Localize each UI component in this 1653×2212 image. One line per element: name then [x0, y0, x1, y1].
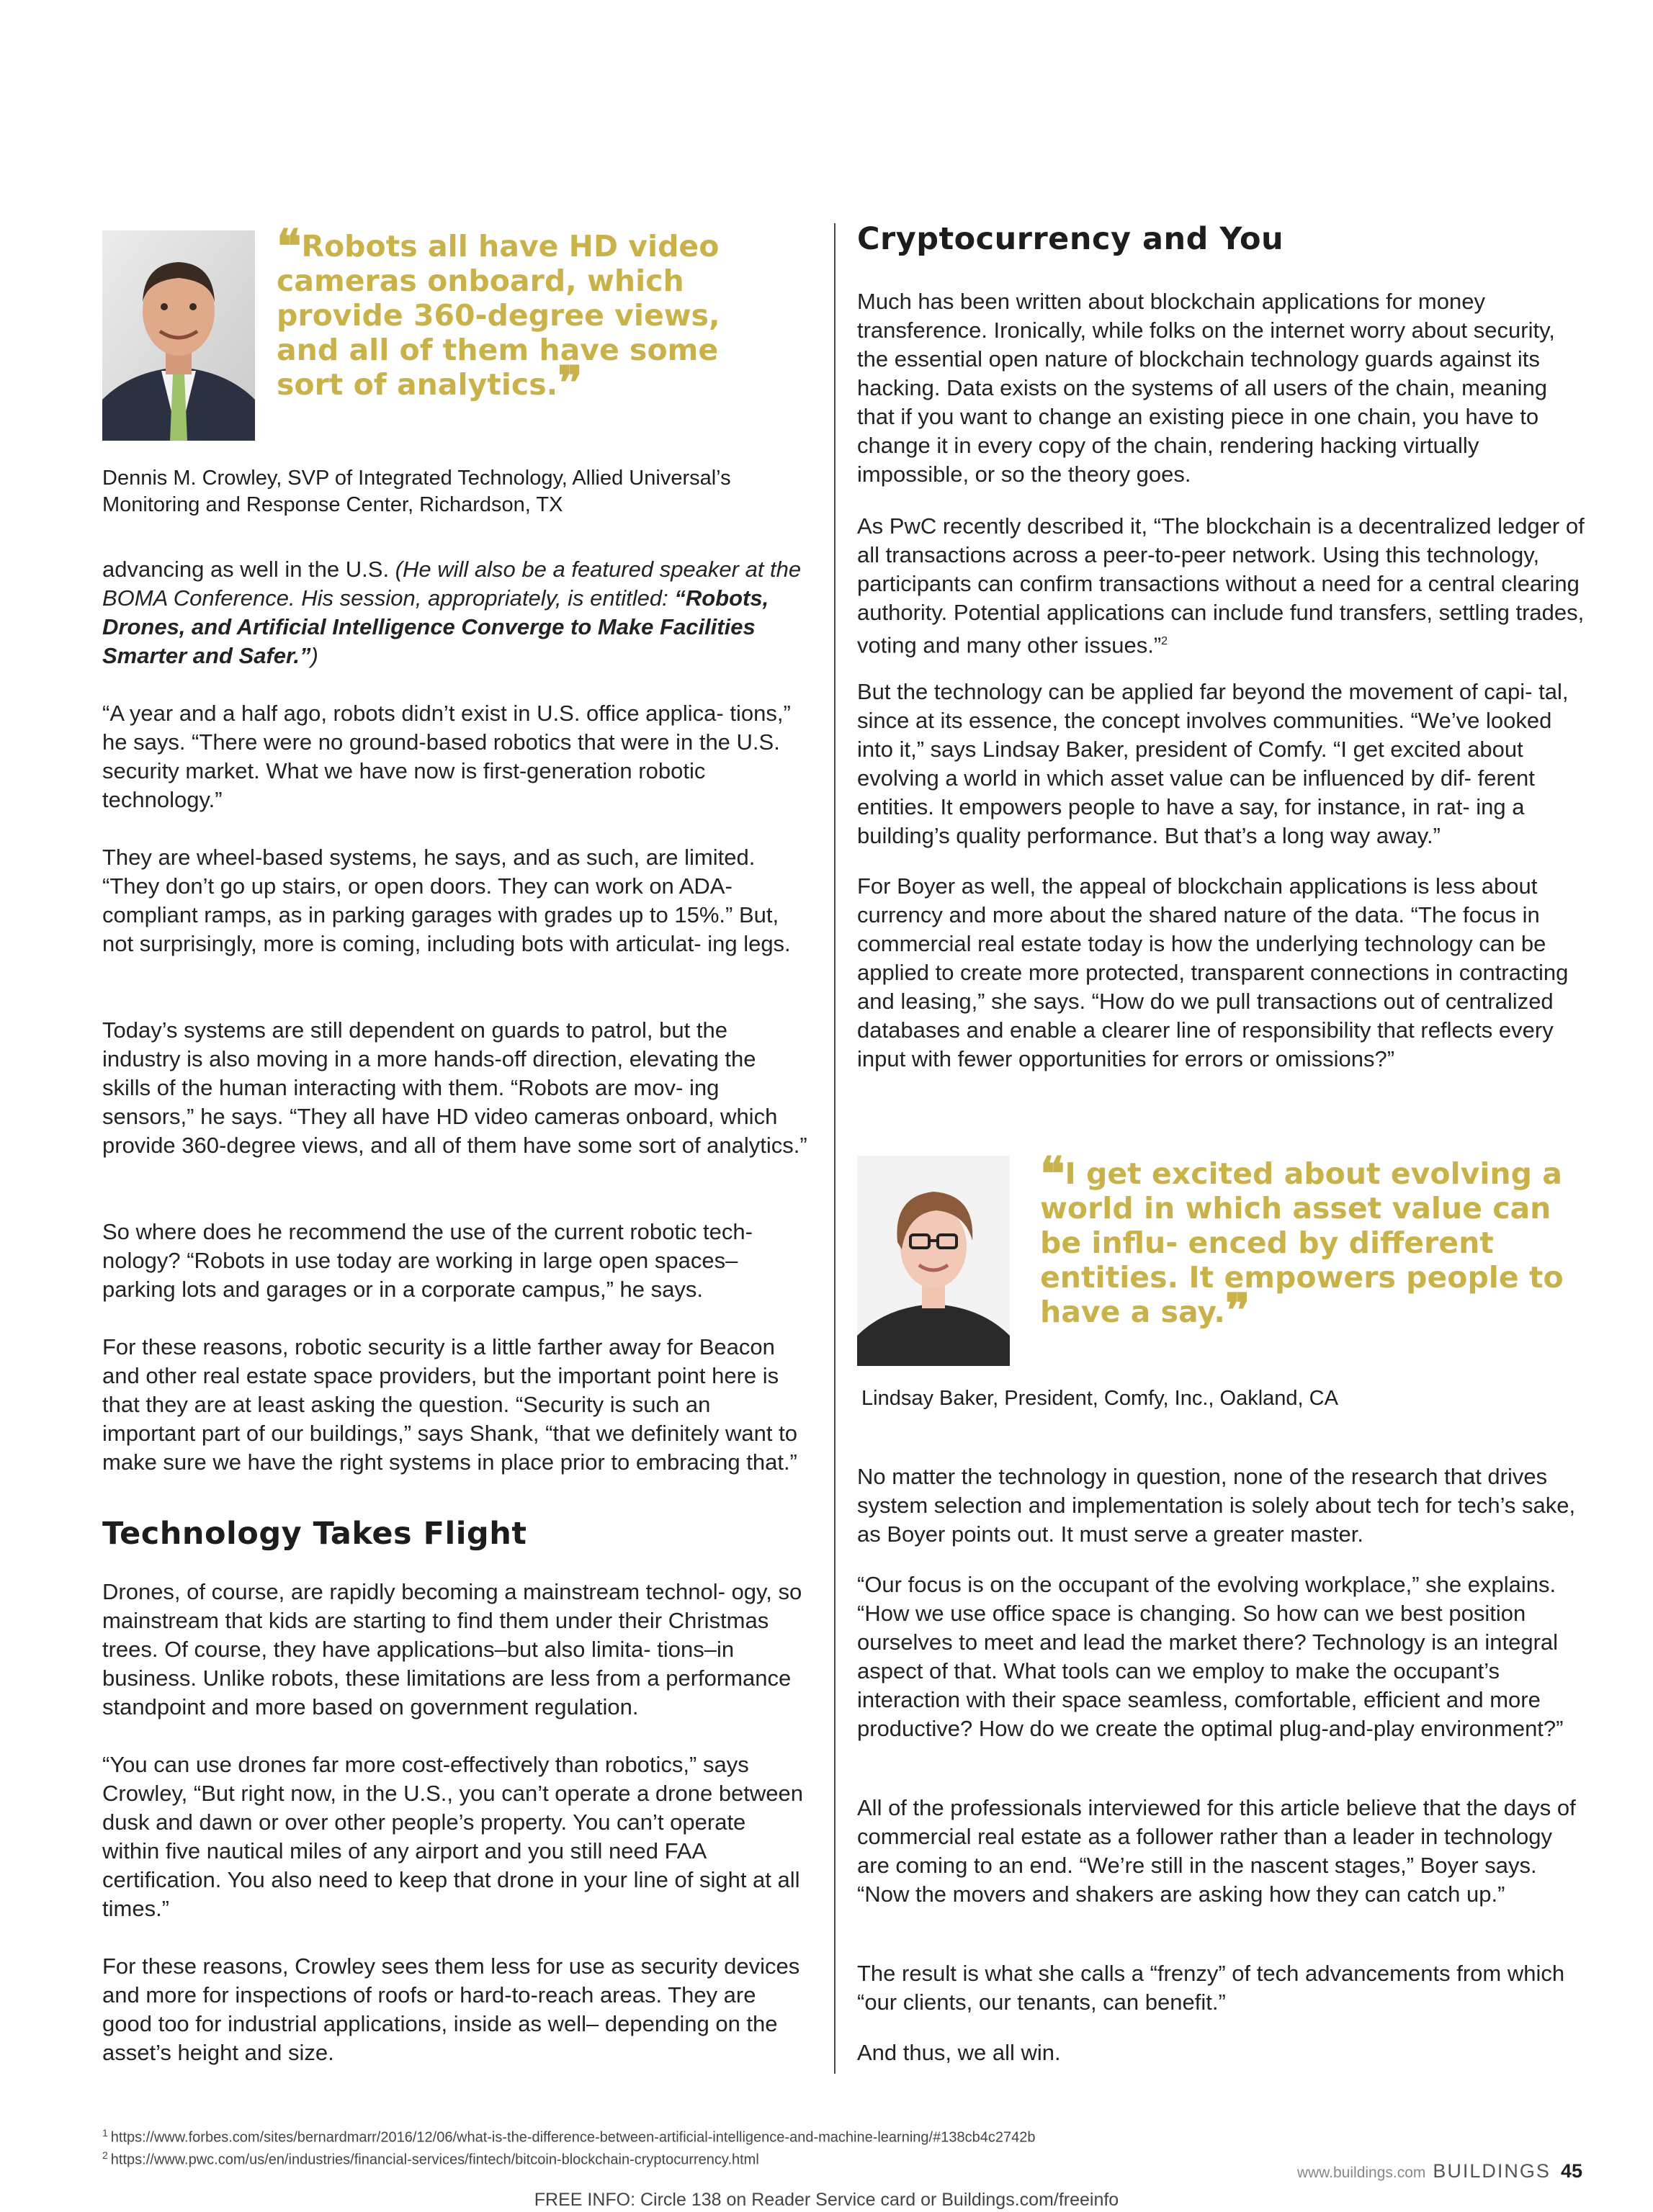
open-quote-icon: ❝: [277, 220, 302, 274]
close-quote-icon: ❞: [557, 356, 583, 410]
photo-caption-baker: Lindsay Baker, President, Comfy, Inc., Oakland, CA: [861, 1387, 1338, 1410]
portrait-lindsay-baker: [857, 1156, 1010, 1366]
free-info-line: FREE INFO: Circle 138 on Reader Service card or Buildings.com/freeinfo: [534, 2190, 1119, 2210]
paragraph-5: So where does he recommend the use of the current robotic tech- nology? “Robots in use today are working in large open spaces– parking lots and garages or in a corporate campus,” he says.: [102, 1219, 753, 1302]
paragraph-r8: The result is what she calls a “frenzy” of tech advancements from which “our clients, our tenants, can benefit.”: [857, 1961, 1565, 2015]
photo-caption-crowley: Dennis M. Crowley, SVP of Integrated Technology, Allied Universal’s Monitoring and Response Center, Richardson, TX: [102, 467, 731, 516]
footnote-link[interactable]: https://www.pwc.com/us/en/industries/financial-services/fintech/bitcoin-blockchain-cryptocurrency.html: [110, 2152, 759, 2168]
footnote-link[interactable]: https://www.forbes.com/sites/bernardmarr/2016/12/06/what-is-the-difference-between-artificial-intelligence-and-machine-learning/#138cb4c2742b: [110, 2129, 1036, 2146]
paragraph-r1: Much has been written about blockchain applications for money transference. Ironically, while folks on the internet worry about security, the essential open nature of blockchain technology guards against its hacking. Data exists on the systems of all users of the chain, meaning that if you want to change an existing piece in one chain, you have to change it in every copy of the chain, rendering hacking virtually impossible, or so the theory goes.: [857, 289, 1555, 487]
pull-quote-text: I get excited about evolving a world in which asset value can be influ- enced by different entities. It empowers people to have a say.: [1040, 1156, 1564, 1329]
portrait-image: [857, 1156, 1010, 1366]
paragraph-r6: “Our focus is on the occupant of the evolving workplace,” she explains. “How we use office space is changing. So how can we best position ourselves to meet and lead the market there? Technology is an integral aspect of that. What tools can we employ to make the occupant’s interaction with their space seamless, comfortable, efficient and more productive? How do we create the optimal plug-and-play environment?”: [857, 1572, 1564, 1741]
footnotes: [102, 2124, 1399, 2168]
intro-italic-text: (He will also be a featured speaker at the BOMA Conference. His session, appropriately, is entitled:: [102, 557, 802, 611]
site-url[interactable]: www.buildings.com: [1296, 2164, 1426, 2181]
intro-plain-text: advancing as well in the U.S.: [102, 557, 395, 582]
paragraph-9: For these reasons, Crowley sees them less for use as security devices and more for inspections of roofs or hard-to-reach areas. They are good too for industrial applications, inside as well– depending on the asset’s height and size.: [102, 1954, 800, 2065]
pull-quote-text: Robots all have HD video cameras onboard, which provide 360-degree views, and all of them have some sort of analytics.: [277, 229, 720, 402]
footnote-number: 1: [102, 2127, 108, 2139]
paragraph-7: Drones, of course, are rapidly becoming a mainstream technol- ogy, so mainstream that kids are starting to find them under their Christmas trees. Of course, they have applications–but also limita- tions–in business. Unlike robots, these limitations are less from a performance standpoint and more based on government regulation.: [102, 1579, 802, 1719]
page-folio: [1297, 2160, 1582, 2182]
paragraph-4: Today’s systems are still dependent on guards to patrol, but the industry is also moving in a more hands-off direction, elevating the skills of the human interacting with them. “Robots are mov- ing sensors,” he says. “They all have HD video cameras onboard, which provide 360-degree views, and all of them have some sort of analytics.”: [102, 1017, 807, 1158]
page-number: 45: [1560, 2160, 1582, 2182]
session-title: “Robots, Drones, and Artificial Intelligence Converge to Make Facilities Smarter and Safer.”: [102, 585, 769, 668]
pull-quote-baker: [1040, 1147, 1573, 1338]
column-divider: [834, 223, 836, 2074]
footnote-ref-2: 2: [1161, 635, 1168, 647]
footnote-1: [102, 2124, 1399, 2146]
paragraph-6: For these reasons, robotic security is a little farther away for Beacon and other real estate space providers, but the important point here is that they are at least asking the question. “Security is such an important part of our buildings,” says Shank, “that we definitely want to make sure we have the right systems in place prior to embracing that.”: [102, 1334, 797, 1475]
portrait-dennis-crowley: [102, 230, 255, 441]
paragraph-3: They are wheel-based systems, he says, and as such, are limited. “They don’t go up stairs, or open doors. They can work on ADA- compliant ramps, as in parking garages with grades up to 15%.” But, not surprisingly, more is coming, including bots with articulat- ing legs.: [102, 845, 791, 956]
heading-cryptocurrency-and-you: Cryptocurrency and You: [857, 221, 1284, 257]
paragraph-2: “A year and a half ago, robots didn’t exist in U.S. office applica- tions,” he says. “There were no ground-based robotics that were in the U.S. security market. What we have now is first-generation robotic technology.”: [102, 701, 791, 812]
paragraph-8: “You can use drones far more cost-effectively than robotics,” says Crowley, “But right now, in the U.S., you can’t operate a drone between dusk and dawn or over other people’s property. You can’t operate within five nautical miles of any airport and you still need FAA certification. You also need to keep that drone in your line of sight at all times.”: [102, 1752, 804, 1921]
paragraph-r2: [857, 512, 1585, 660]
open-quote-icon: ❝: [1040, 1147, 1065, 1201]
paragraph-r7: All of the professionals interviewed for this article believe that the days of commercial real estate as a follower rather than a leader in technology are coming to an end. “We’re still in the nascent stages,” Boyer says. “Now the movers and shakers are asking how they can catch up.”: [857, 1795, 1576, 1907]
paragraph-r2-text: As PwC recently described it, “The blockchain is a decentralized ledger of all transactions across a peer-to-peer network. Using this technology, participants can confirm transactions without a need for a central clearing authority. Potential applications can include fund transfers, settling trades, voting and many other issues.”: [857, 513, 1585, 658]
paragraph-r9: And thus, we all win.: [857, 2040, 1061, 2065]
magazine-name: BUILDINGS: [1433, 2160, 1551, 2182]
paragraph-r5: No matter the technology in question, none of the research that drives system selection and implementation is solely about tech for tech’s sake, as Boyer points out. It must serve a greater master.: [857, 1464, 1576, 1547]
paragraph-intro: [102, 555, 808, 670]
intro-close-paren: ): [310, 643, 318, 668]
heading-technology-takes-flight: Technology Takes Flight: [102, 1516, 527, 1552]
portrait-image: [102, 230, 255, 441]
footnote-2: [102, 2146, 1399, 2169]
paragraph-r4: For Boyer as well, the appeal of blockchain applications is less about currency and more about the shared nature of the data. “The focus in commercial real estate today is how the underlying technology can be applied to create more protected, transparent connections in contracting and leasing,” she says. “How do we pull transactions out of centralized databases and enable a clearer line of responsibility that reflects every input with fewer opportunities for errors or omissions?”: [857, 873, 1569, 1071]
paragraph-r3: But the technology can be applied far beyond the movement of capi- tal, since at its essence, the concept involves communities. “We’ve looked into it,” says Lindsay Baker, president of Comfy. “I get excited about evolving a world in which asset value can be influenced by dif- ferent entities. It empowers people to have a say, for instance, in rat- ing a building’s quality performance. But that’s a long way away.”: [857, 679, 1569, 848]
close-quote-icon: ❞: [1224, 1284, 1250, 1338]
footnote-number: 2: [102, 2149, 108, 2161]
pull-quote-crowley: [277, 220, 781, 410]
